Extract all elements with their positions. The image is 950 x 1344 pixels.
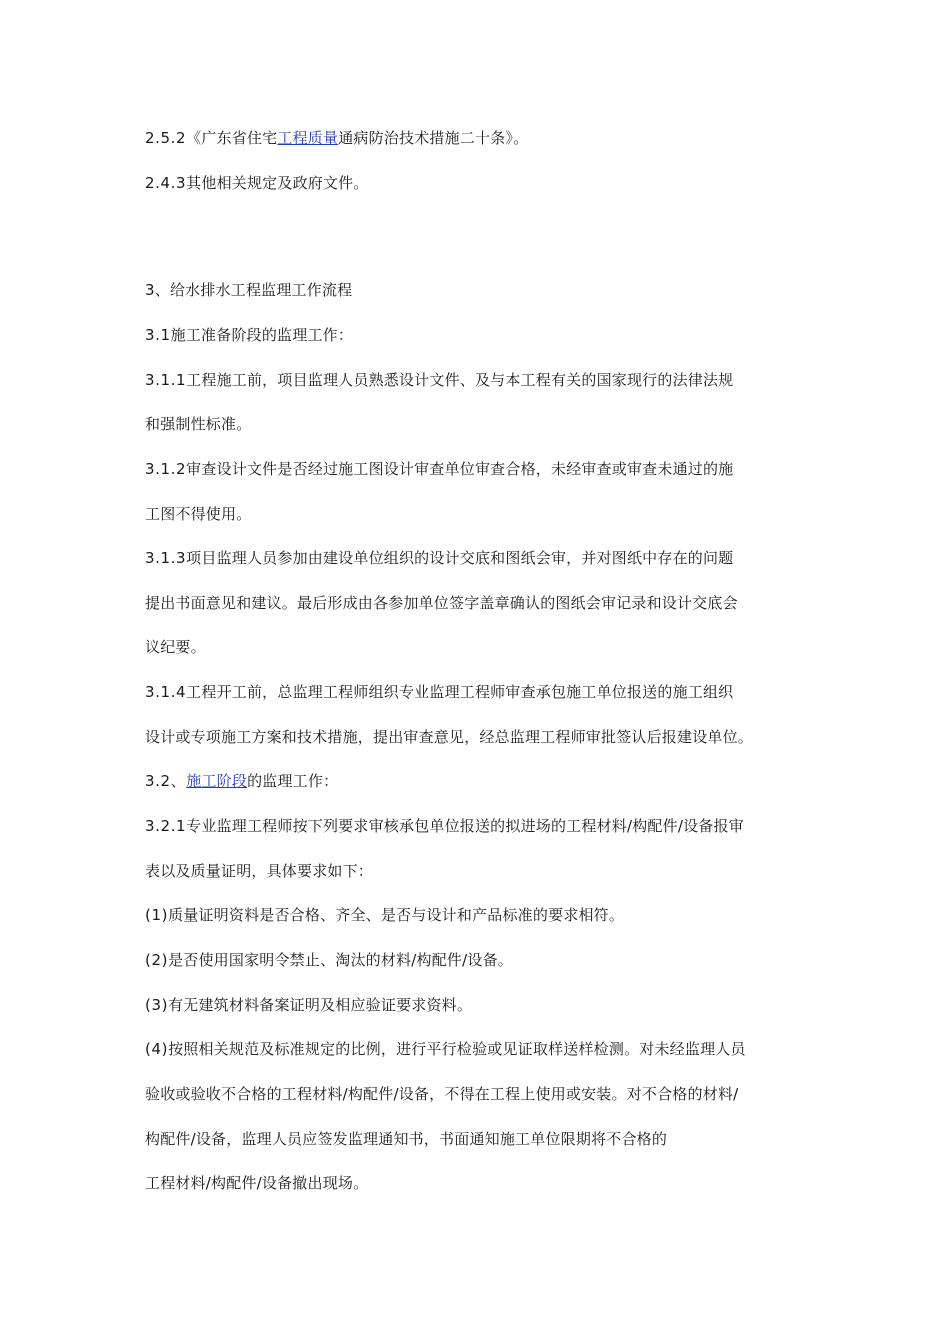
item-3 — [145, 995, 825, 1015]
clause-text: 项目监理人员参加由建设单位组织的设计交底和图纸会审，并对图纸中存在的问题 — [186, 549, 734, 567]
clause-text: 专业监理工程师按下列要求审核承包单位报送的拟进场的工程材料/构配件/设备报审 — [186, 817, 744, 835]
clause-number: 3.2.1 — [145, 817, 187, 835]
clause-3-1-4-cont — [145, 727, 825, 747]
item-text: 有无建筑材料备案证明及相应验证要求资料。 — [168, 996, 473, 1014]
clause-number: 3.1 — [145, 326, 171, 344]
item-number: (3) — [145, 996, 169, 1014]
item-text: 质量证明资料是否合格、齐全、是否与设计和产品标准的要求相符。 — [168, 906, 625, 924]
clause-text: 工程开工前，总监理工程师组织专业监理工程师审查承包施工单位报送的施工组织 — [186, 683, 734, 701]
item-text: 是否使用国家明令禁止、淘汰的材料/构配件/设备。 — [168, 951, 513, 969]
item-text: 构配件/设备，监理人员应签发监理通知书，书面通知施工单位限期将不合格的 — [145, 1130, 668, 1148]
heading-text: 的监理工作： — [247, 772, 339, 790]
link-construction-stage[interactable]: 施工阶段 — [186, 772, 248, 790]
clause-number: 2.5.2 — [145, 129, 187, 147]
item-number: (4) — [145, 1040, 169, 1058]
clause-3-1-1-cont — [145, 414, 825, 434]
section-3-heading — [145, 280, 825, 300]
item-4 — [145, 1039, 825, 1059]
heading-text: 3、给水排水工程监理工作流程 — [145, 281, 353, 299]
clause-3-2-1 — [145, 816, 825, 836]
clause-3-2-1-cont — [145, 861, 825, 881]
clause-3-1-1 — [145, 370, 825, 390]
clause-text: 议纪要。 — [145, 638, 206, 656]
clause-3-1-2 — [145, 459, 825, 479]
clause-number: 3.1.3 — [145, 549, 187, 567]
clause-text: 工程施工前，项目监理人员熟悉设计文件、及与本工程有关的国家现行的法律法规 — [186, 371, 734, 389]
ref-2-5-2 — [145, 128, 825, 148]
item-2 — [145, 950, 825, 970]
link-engineering-quality[interactable]: 工程质量 — [277, 129, 339, 147]
clause-3-1-4 — [145, 682, 825, 702]
clause-number: 3.1.1 — [145, 371, 187, 389]
clause-text: 审查设计文件是否经过施工图设计审查单位审查合格，未经审查或审查未通过的施 — [186, 460, 734, 478]
item-text: 验收或验收不合格的工程材料/构配件/设备，不得在工程上使用或安装。对不合格的材料/ — [145, 1085, 739, 1103]
ref-title-start: 《广东省住宅 — [186, 129, 278, 147]
clause-number: 3.1.4 — [145, 683, 187, 701]
clause-text: 和强制性标准。 — [145, 415, 252, 433]
item-1 — [145, 905, 825, 925]
clause-3-1-3-cont-2 — [145, 637, 825, 657]
heading-text: 施工准备阶段的监理工作： — [170, 326, 354, 344]
item-4-cont-3 — [145, 1173, 825, 1193]
section-3-2-heading — [145, 771, 825, 791]
clause-number: 3.2、 — [145, 772, 187, 790]
item-number: (1) — [145, 906, 169, 924]
clause-3-1-3 — [145, 548, 825, 568]
item-4-cont-2 — [145, 1129, 825, 1149]
section-3-1-heading — [145, 325, 825, 345]
ref-title-end: 通病防治技术措施二十条》。 — [338, 129, 529, 147]
clause-text: 提出书面意见和建议。最后形成由各参加单位签字盖章确认的图纸会审记录和设计交底会 — [145, 594, 738, 612]
clause-text: 表以及质量证明，具体要求如下： — [145, 862, 374, 880]
clause-text: 工图不得使用。 — [145, 505, 252, 523]
item-text: 按照相关规范及标准规定的比例，进行平行检验或见证取样送样检测。对未经监理人员 — [168, 1040, 746, 1058]
clause-number: 3.1.2 — [145, 460, 187, 478]
clause-3-1-2-cont — [145, 504, 825, 524]
clause-3-1-3-cont-1 — [145, 593, 825, 613]
clause-number: 2.4.3 — [145, 174, 187, 192]
item-number: (2) — [145, 951, 169, 969]
clause-text: 其他相关规定及政府文件。 — [186, 174, 369, 192]
item-4-cont-1 — [145, 1084, 825, 1104]
ref-2-4-3 — [145, 173, 825, 193]
item-text: 工程材料/构配件/设备撤出现场。 — [145, 1174, 369, 1192]
clause-text: 设计或专项施工方案和技术措施，提出审查意见，经总监理工程师审批签认后报建设单位。 — [145, 728, 754, 746]
